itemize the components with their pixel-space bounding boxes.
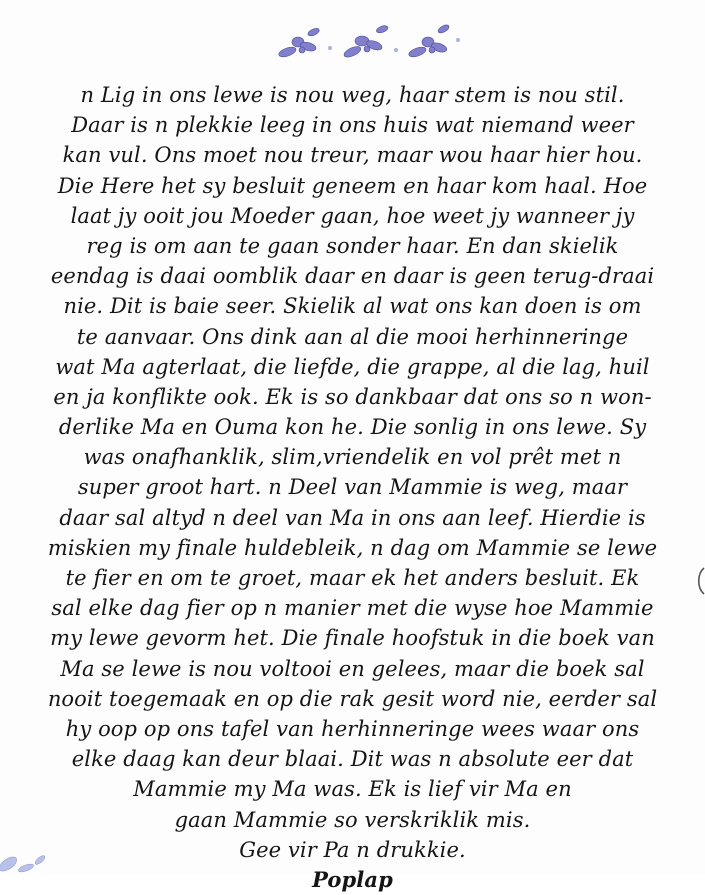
- letter-line: te fier en om te groet, maar ek het anders besluit. Ek: [65, 566, 640, 590]
- letter-line: Daar is n plekkie leeg in ons huis wat niemand weer: [71, 113, 634, 138]
- letter-line: Die Here het sy besluit geneem en haar kom haal. Hoe: [57, 173, 648, 198]
- letter-line: miskien my finale huldebleik, n dag om Mammie se lewe: [47, 535, 658, 560]
- letter-line: gaan Mammie so verskriklik mis.: [174, 807, 531, 832]
- letter-body: [0, 80, 705, 895]
- letter-line: nooit toegemaak en op die rak gesit word nie, eerder sal: [47, 686, 658, 711]
- letter-line: Gee vir Pa n drukkie.: [239, 837, 466, 862]
- letter-line: was onafhanklik, slim,vriendelik en vol prêt met n: [83, 445, 622, 470]
- edge-flourish-icon: [694, 566, 705, 596]
- letter-line: Ma se lewe is nou voltooi en gelees, maar die boek sal: [60, 656, 645, 681]
- letter-line: te aanvaar. Ons dink aan al die mooi herhinneringe: [76, 324, 629, 349]
- letter-line: kan vul. Ons moet nou treur, maar wou haar hier hou.: [62, 143, 643, 168]
- letter-line: elke daag kan deur blaai. Dit was n absolute eer dat: [71, 747, 634, 772]
- letter-line: sal elke dag fier op n manier met die wyse hoe Mammie: [51, 596, 654, 621]
- letter-line: derlike Ma en Ouma kon he. Die sonlig in ons lewe. Sy: [58, 415, 647, 440]
- floral-ornament-icon: [280, 28, 466, 60]
- letter-line: n Lig in ons lewe is nou weg, haar stem is nou stil.: [80, 83, 625, 107]
- letter-line: reg is om aan te gaan sonder haar. En dan skielik: [86, 233, 619, 258]
- letter-line: eendag is daai oomblik daar en daar is geen terug-draai: [50, 264, 655, 289]
- letter-line: hy oop op ons tafel van herhinneringe wees waar ons: [65, 716, 640, 741]
- letter-line: daar sal altyd n deel van Ma in ons aan leef. Hierdie is: [59, 505, 646, 530]
- letter-line: wat Ma agterlaat, die liefde, die grappe, al die lag, huil: [55, 354, 650, 379]
- letter-line: Mammie my Ma was. Ek is lief vir Ma en: [133, 777, 572, 802]
- letter-line: nie. Dit is baie seer. Skielik al wat ons kan doen is om: [63, 294, 642, 319]
- signature: Poplap: [312, 866, 393, 892]
- letter-line: my lewe gevorm het. Die finale hoofstuk in die boek van: [50, 626, 655, 651]
- letter-line: super groot hart. n Deel van Mammie is weg, maar: [77, 475, 628, 500]
- letter-line: en ja konflikte ook. Ek is so dankbaar dat ons so n won-: [53, 384, 652, 409]
- corner-flower-icon: [0, 842, 60, 874]
- letter-line: laat jy ooit jou Moeder gaan, hoe weet jy wanneer jy: [70, 203, 635, 228]
